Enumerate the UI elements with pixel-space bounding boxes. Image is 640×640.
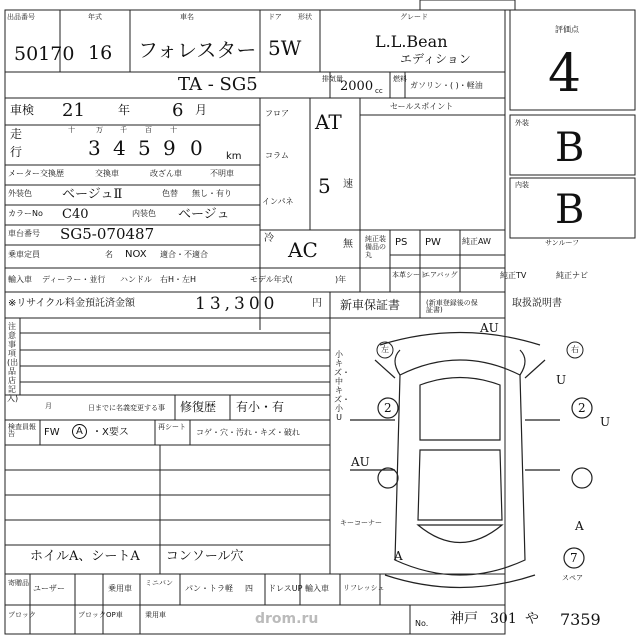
notes-side-label: 注意事項(出品店記入): [7, 322, 19, 403]
key-label: キーコーナー: [340, 519, 382, 527]
mark-a-1: A: [394, 549, 403, 563]
mark-u-1: U: [556, 373, 567, 387]
mileage-unit-0: 十: [68, 126, 75, 134]
plate-label: No.: [415, 619, 429, 628]
recycle-label: ※リサイクル料金預託済金額: [8, 298, 135, 309]
mileage-label-bottom: 行: [10, 145, 23, 159]
model-year-label: モデル年式(: [250, 275, 293, 284]
plate-region: 神戸: [450, 611, 478, 627]
doors-shape: 5W: [268, 36, 302, 60]
color-code-value: C40: [62, 207, 89, 222]
recycle-unit: 円: [312, 298, 322, 309]
deadline-month: 月: [45, 402, 52, 410]
equip-sunroof: サンルーフ: [545, 239, 580, 247]
ac-label: 冷: [264, 233, 274, 244]
recycle-amount: 13,300: [195, 294, 279, 314]
equip-navi: 純正ナビ: [556, 271, 588, 280]
nox-value: 適合・不適合: [160, 250, 208, 259]
footer-cell-5: 軽: [225, 584, 233, 593]
model-code: TA - SG5: [178, 74, 258, 95]
footer-cell-1: ユーザー: [33, 584, 65, 593]
mark-2-left: 2: [384, 401, 392, 415]
outer-color-label: 外装色: [8, 189, 32, 198]
grade-label: グレード: [400, 13, 428, 21]
mileage-digit-0: 3: [88, 136, 101, 160]
footer-row2-0: ブロック: [8, 611, 36, 619]
spare-label: スペア: [562, 574, 583, 582]
mark-au-left: AU: [351, 455, 370, 469]
x-note: ・X要ス: [92, 427, 129, 438]
shaken-year: 21: [62, 100, 85, 121]
mark-au-top: AU: [480, 321, 499, 335]
inpane-label: インパネ: [262, 197, 294, 206]
mileage-label-top: 走: [10, 127, 23, 141]
lot-label: 出品番号: [7, 13, 35, 21]
lot-number: 50170: [14, 43, 75, 65]
footer-cell-9: リフレッシュ: [343, 584, 385, 592]
sales-points-label: セールスポイント: [390, 102, 454, 111]
equip-tv: 純正TV: [500, 271, 527, 280]
mileage-digit-3: 9: [163, 136, 176, 160]
fuel-label: 燃料: [393, 75, 407, 83]
doors-label: ドア: [268, 13, 282, 21]
mark-u-2: U: [600, 415, 611, 429]
handle-label: ハンドル: [120, 275, 152, 284]
car-name: フォレスター: [138, 38, 257, 62]
shaken-month-unit: 月: [195, 103, 208, 117]
interior-grade-label: 内装: [515, 181, 529, 189]
repaint-label: 色替: [162, 189, 178, 198]
shape-label: 形状: [298, 13, 312, 21]
meter-label: メーター交換歴: [8, 169, 64, 178]
fw-value: A: [72, 427, 87, 437]
shaken-label: 車検: [10, 103, 35, 117]
import-dealer: ディーラー・並行: [42, 275, 106, 284]
outer-color-value: ベージュⅡ: [62, 187, 123, 202]
model-year-unit: )年: [335, 275, 347, 284]
handle-value: 右H・左H: [160, 275, 197, 284]
capacity-unit: 名: [105, 250, 113, 259]
speed-unit: 速: [343, 179, 353, 190]
mileage-digit-2: 5: [138, 136, 151, 160]
chassis-label: 車台番号: [8, 229, 40, 238]
capacity-label: 乗車定員: [8, 250, 40, 259]
manual-label: 取扱説明書: [512, 298, 562, 309]
floor-label: フロア: [265, 109, 289, 118]
seat-label: 再シート: [158, 423, 186, 431]
footer-cell-8: 輸入車: [305, 584, 329, 593]
car-name-label: 車名: [180, 13, 194, 21]
mark-2-right: 2: [578, 401, 586, 415]
shaken-year-unit: 年: [118, 103, 131, 117]
mileage-unit-2: 千: [120, 126, 127, 134]
mileage-digit-1: 4: [113, 136, 126, 160]
inner-color-value: ベージュ: [178, 207, 230, 222]
diagram-right-label: 右: [571, 345, 579, 354]
meter-option-1: 改ざん車: [150, 169, 182, 178]
equip-aw: 純正AW: [462, 237, 491, 246]
year-label: 年式: [88, 13, 102, 21]
footer-cell-0: 寄贈品: [8, 579, 29, 587]
watermark: drom.ru: [255, 611, 319, 627]
exterior-grade: B: [555, 125, 585, 171]
mileage-unit: km: [226, 151, 242, 162]
footer-row2-1: ブロック: [78, 611, 106, 619]
diagram-side-caption: 小キズ・中キズ・小U: [334, 350, 350, 422]
column-label: コラム: [265, 151, 289, 160]
interior-grade: B: [555, 187, 585, 233]
color-code-label: カラーNo: [8, 209, 43, 218]
footer-row2-3: 乗用車: [145, 611, 166, 619]
plate-kana: や: [525, 611, 539, 627]
chassis-value: SG5-070487: [60, 225, 155, 243]
shaken-month: 6: [172, 100, 184, 121]
notes-handwritten: ホイルA、シートA コンソール穴: [30, 549, 244, 564]
score-label: 評価点: [555, 25, 579, 34]
equipment-side-label: 純正装備品の丸: [365, 235, 386, 259]
nox-label: NOX: [125, 249, 147, 260]
year-value: 16: [88, 42, 113, 64]
grade-line1: L.L.Bean: [375, 32, 448, 51]
footer-cell-4: パン・トラ: [185, 584, 225, 593]
score-value: 4: [548, 44, 582, 104]
ac-none-label: 無: [343, 239, 353, 250]
cc-unit: cc: [375, 87, 383, 95]
footer-cell-2: 乗用車: [108, 584, 132, 593]
equip-airbag: エアバッグ: [423, 271, 458, 279]
equip-ps: PS: [395, 237, 408, 248]
plate-class: 301: [490, 611, 517, 627]
grade-line2: エディション: [400, 52, 471, 66]
equip-leather: 本革シート: [392, 271, 427, 279]
warranty-note: (新車登録後の保証書): [426, 299, 478, 314]
inspector-label: 検査員報告: [8, 423, 36, 438]
fw-label: FW: [44, 427, 60, 438]
footer-cell-3: ミニバン: [145, 579, 173, 587]
warranty-label: 新車保証書: [340, 298, 401, 312]
plate-number: 7359: [560, 610, 601, 629]
repair-value: 有小・有: [236, 400, 285, 414]
footer-cell-6: 四: [245, 584, 253, 593]
ac-value: AC: [288, 238, 318, 262]
mark-7: 7: [570, 551, 578, 565]
mileage-unit-3: 百: [145, 126, 152, 134]
displacement-label: 排気量: [322, 75, 343, 83]
displacement: 2000: [340, 79, 374, 94]
deadline-label: 日までに名義変更する事: [88, 404, 165, 412]
transmission-speeds: 5: [318, 174, 331, 198]
repaint-value: 無し・有り: [192, 189, 232, 198]
meter-option-0: 交換車: [95, 169, 119, 178]
mileage-unit-4: 十: [170, 126, 177, 134]
mileage-digit-4: 0: [190, 136, 203, 160]
inner-color-label: 内装色: [132, 209, 156, 218]
import-label: 輸入車: [8, 275, 32, 284]
meter-option-2: 不明車: [210, 169, 234, 178]
equip-pw: PW: [425, 237, 441, 248]
exterior-grade-label: 外装: [515, 119, 529, 127]
diagram-left-label: 左: [381, 345, 389, 354]
mileage-unit-1: 万: [96, 126, 103, 134]
seat-value: コゲ・穴・汚れ・キズ・破れ: [196, 428, 300, 437]
transmission-type: AT: [315, 110, 342, 134]
mark-a-2: A: [575, 519, 584, 533]
footer-row2-2: OP車: [106, 611, 123, 619]
repair-label: 修復歴: [180, 400, 217, 414]
fuel-value: ガソリン・( )・軽油: [410, 81, 483, 90]
footer-cell-7: ドレスUP: [268, 584, 303, 593]
